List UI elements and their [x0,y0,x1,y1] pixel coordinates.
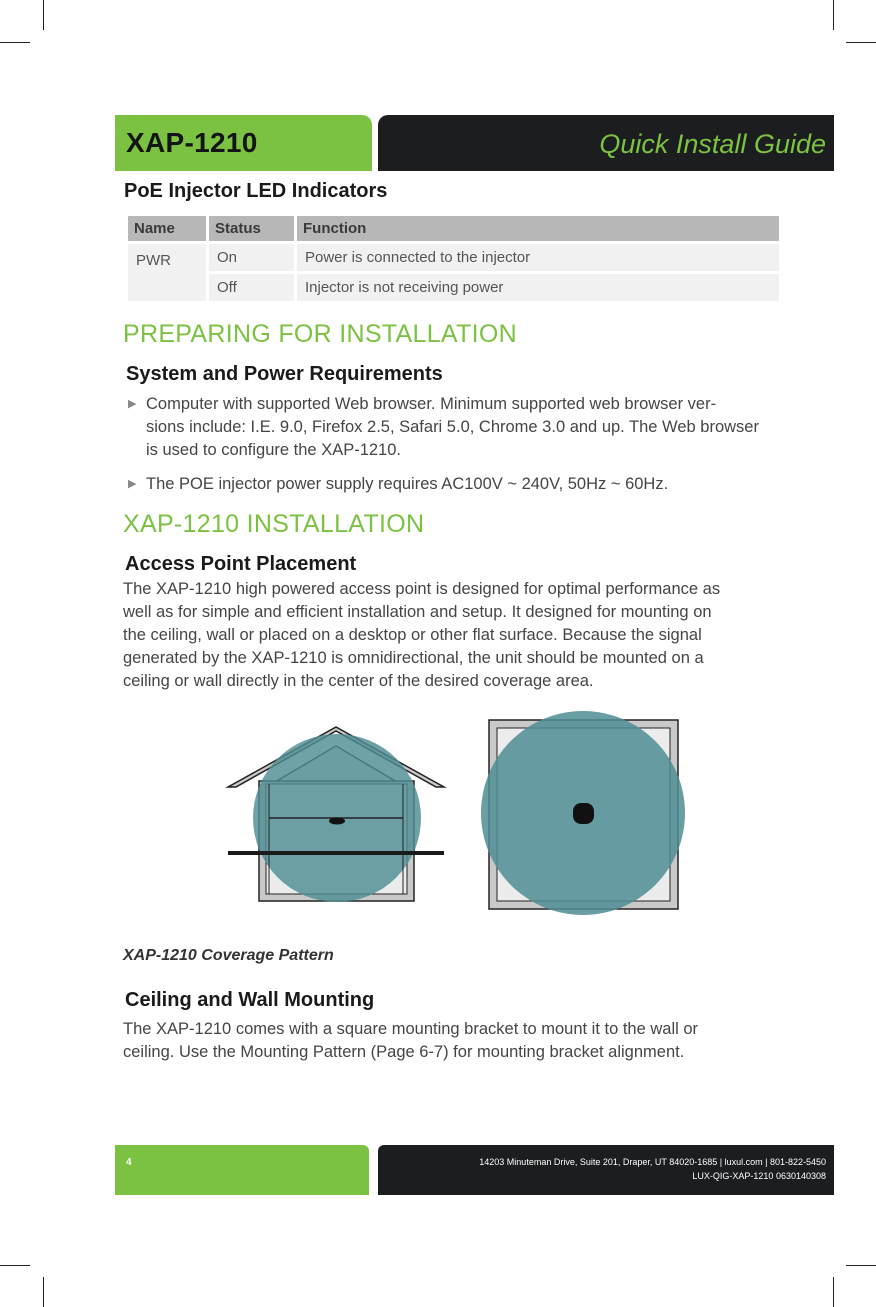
footer-green-bar [115,1145,369,1195]
preparing-heading: PREPARING FOR INSTALLATION [123,320,517,348]
led-section-title: PoE Injector LED Indicators [124,180,388,202]
installation-heading: XAP-1210 INSTALLATION [123,510,425,538]
led-name-cell: PWR [128,244,206,301]
placement-heading: Access Point Placement [125,553,357,575]
text-line: The XAP-1210 high powered access point is designed for optimal performance as [123,580,721,598]
led-status-cell: On [209,244,294,271]
led-status-cell: Off [209,274,294,301]
column-header-function: Function [297,216,779,241]
footer-dark-bar [378,1145,834,1195]
footer-address: 14203 Minuteman Drive, Suite 201, Draper, UT 84020-1685 | luxul.com | 801-822-5450 [479,1157,826,1167]
ceiling-mount-illustration [228,727,444,902]
wall-mount-illustration [481,711,685,915]
text-line: The POE injector power supply requires AC100V ~ 240V, 50Hz ~ 60Hz. [146,475,669,493]
guide-title: Quick Install Guide [599,129,826,159]
text-line: ceiling. Use the Mounting Pattern (Page 6-7) for mounting bracket alignment. [123,1043,685,1061]
footer-doc-code: LUX-QIG-XAP-1210 0630140308 [692,1171,826,1181]
text-line: The XAP-1210 comes with a square mounting bracket to mount it to the wall or [123,1020,699,1038]
text-line: is used to configure the XAP-1210. [146,441,401,459]
model-title: XAP-1210 [126,127,258,158]
text-line: the ceiling, wall or placed on a desktop or other flat surface. Because the signal [123,626,702,644]
text-line: generated by the XAP-1210 is omnidirectional, the unit should be mounted on a [123,649,704,667]
column-header-status: Status [209,216,294,241]
text-line: ceiling or wall directly in the center of the desired coverage area. [123,672,594,690]
led-function-cell: Power is connected to the injector [297,244,779,271]
figure-caption: XAP-1210 Coverage Pattern [123,947,334,964]
access-point-marker [573,803,594,824]
page-number: 4 [126,1157,132,1168]
led-function-cell: Injector is not receiving power [297,274,779,301]
text-line: sions include: I.E. 9.0, Firefox 2.5, Safari 5.0, Chrome 3.0 and up. The Web browser [146,418,759,436]
requirements-heading: System and Power Requirements [126,363,443,385]
mounting-paragraph [123,1018,793,1064]
column-header-name: Name [128,216,206,241]
bullet-arrow-icon: ▶ [128,478,137,490]
mounting-heading: Ceiling and Wall Mounting [125,989,375,1011]
text-line: Computer with supported Web browser. Minimum supported web browser ver- [146,395,717,413]
bullet-arrow-icon: ▶ [128,398,137,410]
text-line: well as for simple and efficient installation and setup. It designed for mounting on [123,603,712,621]
access-point-marker [329,818,345,825]
